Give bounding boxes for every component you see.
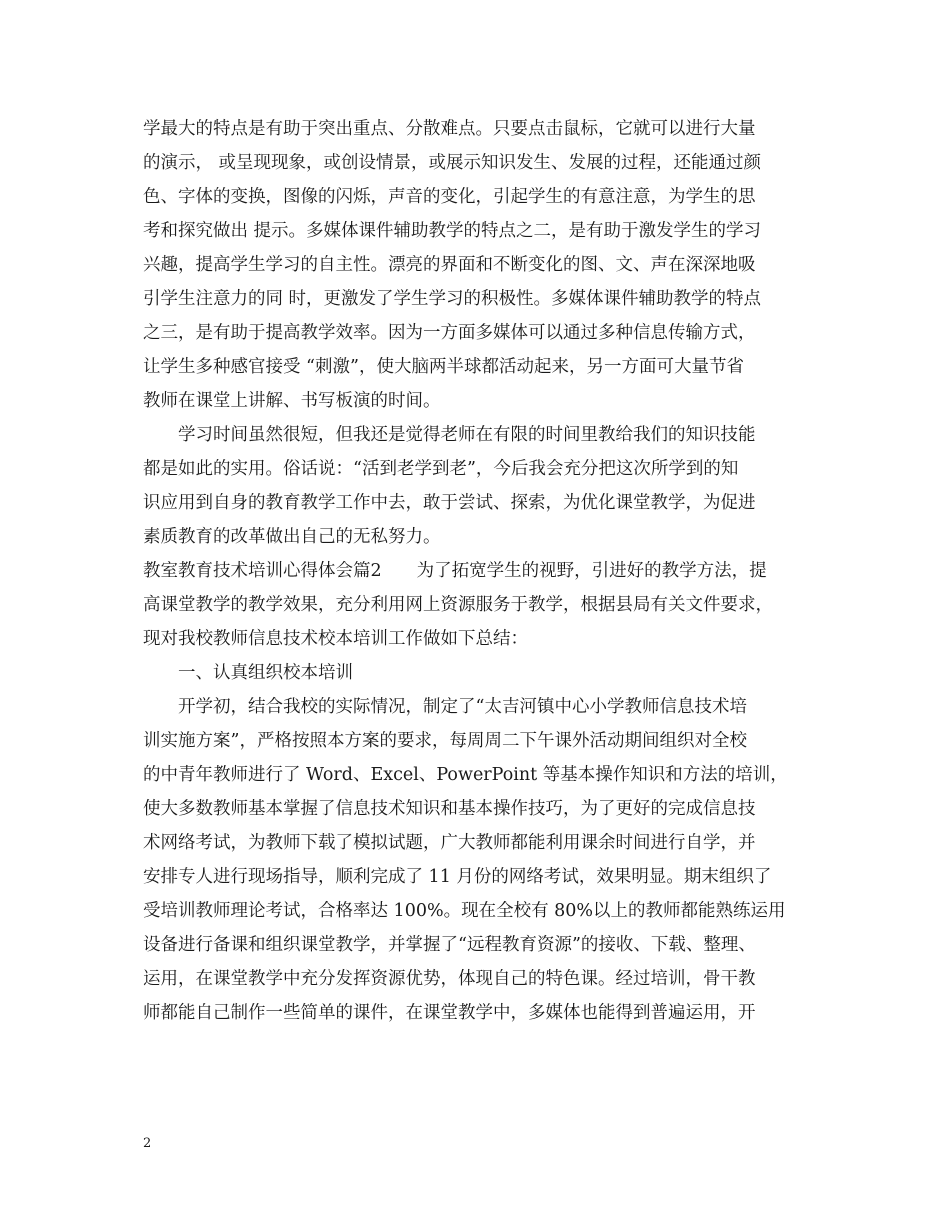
paragraph-start-line: 开学初，结合我校的实际情况，制定了“太吉河镇中心小学教师信息技术培 bbox=[143, 697, 747, 717]
text-line: 都是如此的实用。俗话说：“活到老学到老”，今后我会充分把这次所学到的知 bbox=[143, 459, 739, 479]
text-line: 现对我校教师信息技术校本培训工作做如下总结： bbox=[143, 629, 528, 649]
text-line: 使大多数教师基本掌握了信息技术知识和基本操作技巧，为了更好的完成信息技 bbox=[143, 799, 756, 819]
text-line: 的演示， 或呈现现象，或创设情景，或展示知识发生、发展的过程，还能通过颜 bbox=[143, 153, 762, 173]
text-line: 师都能自己制作一些简单的课件，在课堂教学中，多媒体也能得到普遍运用，开 bbox=[143, 1003, 756, 1023]
document-body bbox=[143, 112, 823, 1030]
text-line: 受培训教师理论考试，合格率达 100%。现在全校有 80%以上的教师都能熟练运用 bbox=[143, 901, 786, 921]
text-line: 素质教育的改革做出自己的无私努力。 bbox=[143, 527, 441, 547]
text-line: 高课堂教学的教学效果，充分利用网上资源服务于教学，根据县局有关文件要求， bbox=[143, 595, 773, 615]
text-line: 识应用到自身的教育教学工作中去，敢于尝试、探索，为优化课堂教学，为促进 bbox=[143, 493, 756, 513]
text-line: 的中青年教师进行了 Word、Excel、PowerPoint 等基本操作知识和方法的培训， bbox=[143, 765, 788, 785]
text-line: 之三，是有助于提高教学效率。因为一方面多媒体可以通过多种信息传输方式， bbox=[143, 323, 756, 343]
page-number: 2 bbox=[143, 1136, 152, 1151]
text-line: 学最大的特点是有助于突出重点、分散难点。只要点击鼠标，它就可以进行大量 bbox=[143, 119, 756, 139]
text-line: 引学生注意力的同 时，更激发了学生学习的积极性。多媒体课件辅助教学的特点 bbox=[143, 289, 762, 309]
paragraph-start-line: 学习时间虽然很短，但我还是觉得老师在有限的时间里教给我们的知识技能 bbox=[143, 425, 756, 445]
text-line: 让学生多种感官接受 “刺激”，使大脑两半球都活动起来，另一方面可大量节省 bbox=[143, 357, 744, 377]
text-line: 兴趣，提高学生学习的自主性。漂亮的界面和不断变化的图、文、声在深深地吸 bbox=[143, 255, 756, 275]
section-title-line: 教室教育技术培训心得体会篇2 为了拓宽学生的视野，引进好的教学方法，提 bbox=[143, 561, 767, 581]
text-line: 运用，在课堂教学中充分发挥资源优势，体现自己的特色课。经过培训，骨干教 bbox=[143, 969, 756, 989]
subheading-line: 一、认真组织校本培训 bbox=[143, 663, 353, 683]
text-line: 安排专人进行现场指导，顺利完成了 11 月份的网络考试，效果明显。期末组织了 bbox=[143, 867, 772, 887]
text-line: 教师在课堂上讲解、书写板演的时间。 bbox=[143, 391, 441, 411]
text-line: 术网络考试，为教师下载了模拟试题，广大教师都能利用课余时间进行自学，并 bbox=[143, 833, 756, 853]
text-line: 色、字体的变换，图像的闪烁，声音的变化，引起学生的有意注意，为学生的思 bbox=[143, 187, 756, 207]
text-line: 考和探究做出 提示。多媒体课件辅助教学的特点之二，是有助于激发学生的学习 bbox=[143, 221, 762, 241]
text-line: 训实施方案”，严格按照本方案的要求，每周周二下午课外活动期间组织对全校 bbox=[143, 731, 747, 751]
text-line: 设备进行备课和组织课堂教学，并掌握了“远程教育资源”的接收、下载、整理、 bbox=[143, 935, 756, 955]
